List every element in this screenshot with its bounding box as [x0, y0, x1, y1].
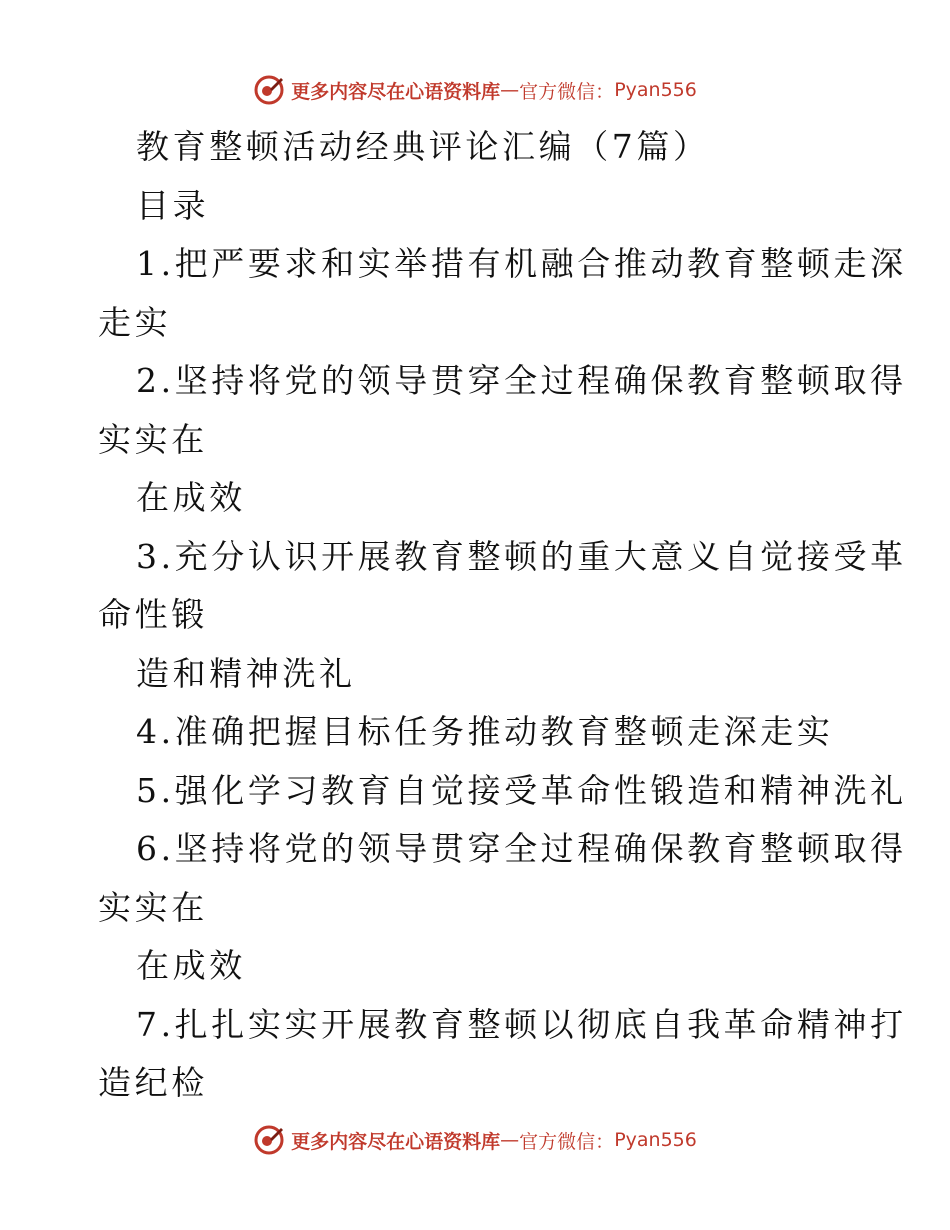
- toc-item-2-cont2: 在成效: [136, 478, 246, 517]
- footer-banner: [0, 1120, 950, 1160]
- toc-item-3-cont: 命性锻: [98, 595, 208, 634]
- banner-label: 官方微信：: [519, 80, 615, 103]
- banner-wechat-id: Pyan556: [614, 1129, 697, 1151]
- toc-item-4: 4.准确把握目标任务推动教育整顿走深走实: [136, 712, 834, 751]
- toc-item-2-cont: 实实在: [98, 419, 208, 459]
- toc-item-1-cont: 走实: [98, 302, 172, 342]
- toc-item-7: 7.扎扎实实开展教育整顿以彻底自我革命精神打: [136, 1004, 907, 1044]
- banner-separator: —: [500, 1129, 520, 1151]
- toc-item-3-cont2: 造和精神洗礼: [136, 653, 356, 693]
- pen-circle-logo-icon: [253, 74, 285, 106]
- toc-item-2: 2.坚持将党的领导贯穿全过程确保教育整顿取得: [136, 361, 907, 400]
- header-banner: [0, 70, 950, 110]
- banner-wechat-id: Pyan556: [614, 79, 697, 101]
- banner-separator: —: [500, 79, 520, 101]
- toc-item-1: 1.把严要求和实举措有机融合推动教育整顿走深: [136, 244, 907, 283]
- toc-item-7-cont: 造纪检: [98, 1063, 208, 1102]
- toc-heading: 目录: [136, 185, 210, 225]
- toc-item-6-cont: 实实在: [98, 887, 208, 927]
- document-body: [98, 118, 907, 1113]
- toc-item-6: 6.坚持将党的领导贯穿全过程确保教育整顿取得: [136, 829, 907, 868]
- toc-item-5: 5.强化学习教育自觉接受革命性锻造和精神洗礼: [136, 770, 907, 810]
- banner-text: 更多内容尽在心语资料库: [291, 1130, 501, 1153]
- banner-text: 更多内容尽在心语资料库: [291, 80, 501, 103]
- banner-label: 官方微信：: [519, 1130, 615, 1153]
- document-title: 教育整顿活动经典评论汇编（7篇）: [136, 127, 710, 166]
- toc-item-3: 3.充分认识开展教育整顿的重大意义自觉接受革: [136, 536, 907, 576]
- pen-circle-logo-icon: [253, 1124, 285, 1156]
- toc-item-6-cont2: 在成效: [136, 946, 246, 985]
